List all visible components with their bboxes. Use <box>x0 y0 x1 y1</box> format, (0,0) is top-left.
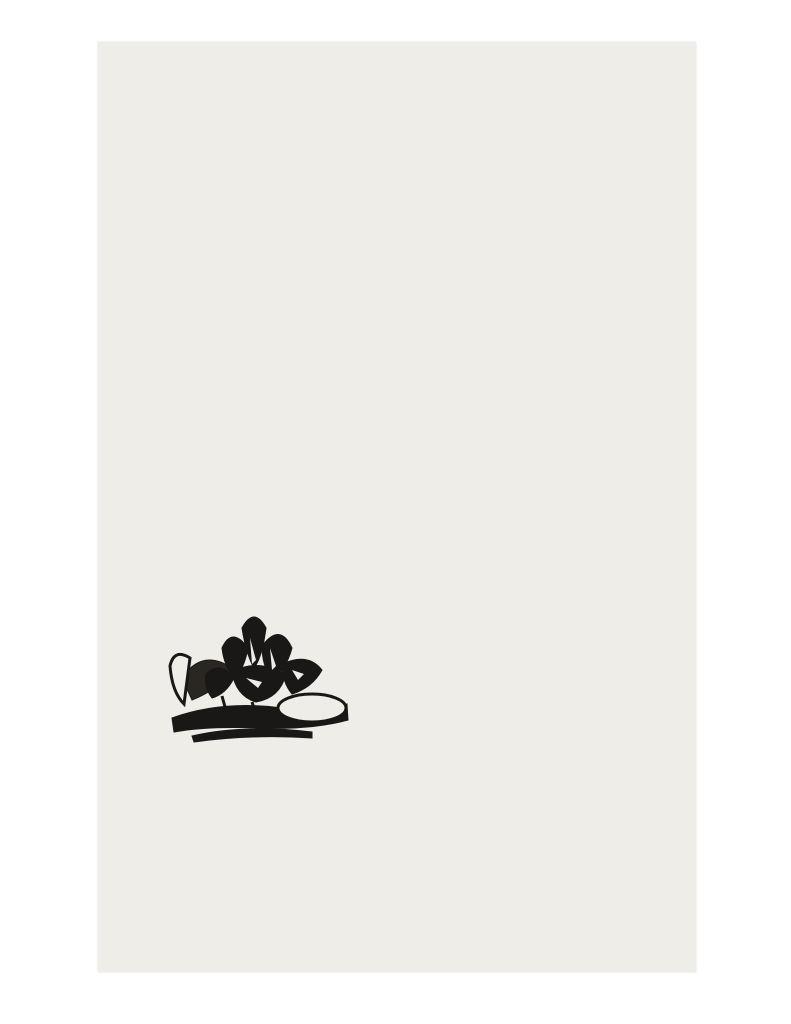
document-page <box>98 42 696 972</box>
lotus-vignette-illustration <box>162 608 354 750</box>
